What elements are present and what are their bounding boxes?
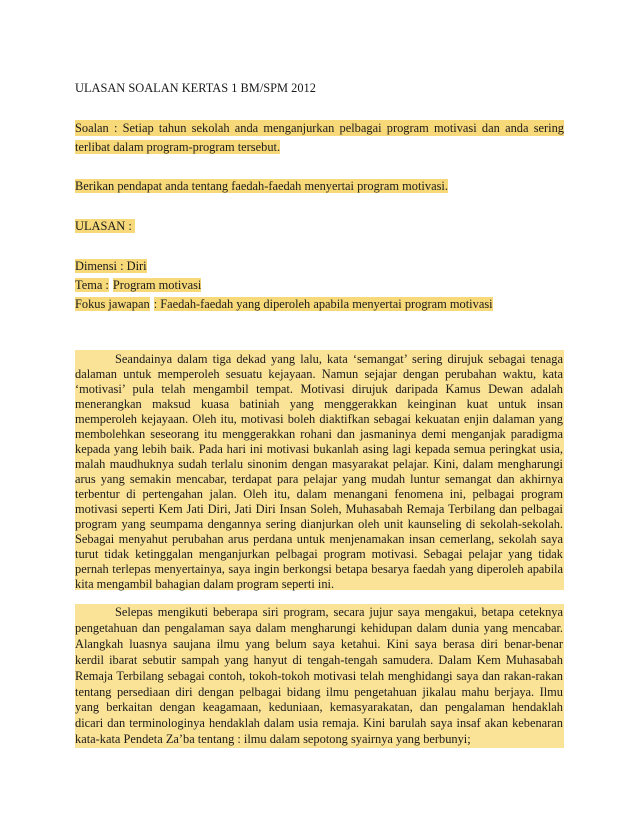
question-text-1: Soalan : Setiap tahun sekolah anda menganjurkan pelbagai program motivasi dan anda sering: [75, 121, 564, 135]
para1-line: dalaman untuk memperoleh sesuatu kejayaan. Namun sejajar dengan perubahan waktu, kata: [75, 367, 563, 381]
tema-line: [75, 277, 201, 293]
instruction-text: Berikan pendapat anda tentang faedah-faedah menyertai program motivasi.: [75, 179, 448, 193]
para2-line: kerdil ibarat sebutir sampah yang hanyut di tengah-tengah samudera. Dalam Kem Muhasabah: [75, 652, 563, 667]
instruction-line: [75, 178, 448, 194]
para1-line: program yang seumpama dengannya sering dianjurkan oleh unit kaunseling di sekolah-sekolah.: [75, 517, 563, 531]
para1-line: ‘motivasi’ pula telah mengambil tempat. Motivasi dirujuk daripada Kamus Dewan adalah: [75, 382, 563, 396]
para1-line: pernah terlepas menyertainya, saya ingin berkongsi betapa besarya faedah yang diperoleh apabila: [75, 562, 563, 576]
para2-line: Alangkah luasnya saujana ilmu yang belum saya ketahui. Kini saya berasa diri benar-benar: [75, 636, 563, 651]
ulasan-label: ULASAN :: [75, 219, 135, 233]
para2-line: Selepas mengikuti beberapa siri program, secara jujur saya mengakui, betapa ceteknya: [115, 605, 563, 619]
para1-line: turut tidak ketinggalan menganjurkan pelbagai program motivasi. Sebagai pelajar yang tidak: [75, 547, 563, 561]
ulasan-label-line: [75, 218, 135, 234]
para1-line: malah maudhuknya sudah terlalu sinonim dengan masyarakat pelajar. Kini, dalam mengharungi: [75, 457, 563, 471]
dimensi-text: Dimensi : Diri: [75, 259, 147, 273]
fokus-label: Fokus jawapan: [75, 297, 150, 311]
document-title: ULASAN SOALAN KERTAS 1 BM/SPM 2012: [75, 81, 316, 95]
para1-line: motivasi seperti Kem Jati Diri, Jati Diri Insan Soleh, Muhasabah Remaja Terbilang dan pelbagai: [75, 502, 563, 516]
para1-line: memperoleh kejayaan. Oleh itu, motivasi boleh diaktifkan sebagai kekuatan enjin dalaman yang: [75, 412, 563, 426]
question-line-1: [75, 120, 564, 136]
para1-line: terbentur di pertengahan jalan. Oleh itu, dalam menangani fenomena ini, pelbagai program: [75, 487, 563, 501]
para1-line: kita mengambil bahagian dalam program seperti ini.: [75, 577, 335, 591]
question-line-2: [75, 139, 280, 155]
para1-line: membolehkan seseorang itu menggerakkan rohani dan jasmaninya demi menganjak paradigma: [75, 427, 563, 441]
para1-line: Seandainya dalam tiga dekad yang lalu, kata ‘semangat’ sering dirujuk sebagai tenaga: [115, 352, 563, 366]
dimensi-line: [75, 258, 147, 274]
para1-line: menerangkan maksud kuasa batiniah yang menggerakkan keinginan kuat untuk insan: [75, 397, 563, 411]
para2-line: pengetahuan dan pengalaman saya dalam mengharungi kehidupan dalam dunia yang mencabar.: [75, 620, 563, 635]
para2-line: dicari dan terminologinya hendaklah dalam usia remaja. Kini barulah saya insaf akan kebenaran: [75, 716, 563, 731]
question-text-2: terlibat dalam program-program tersebut.: [75, 140, 281, 154]
fokus-line: [75, 296, 493, 312]
para1-line: kepada yang lebih baik. Pada hari ini motivasi bukanlah asing lagi kepada semua peringkat usia,: [75, 442, 563, 456]
para2-line: Remaja Terbilang sebagai contoh, tokoh-tokoh motivasi telah menghidangi saya dan rakan-rakan: [75, 668, 563, 683]
tema-value: Program motivasi: [112, 278, 202, 292]
para1-line: arus yang semakin mencabar, terdapat para pelajar yang mudah luntur semangat dan akhirnya: [75, 472, 563, 486]
para2-line: yang berkaitan dengan keagamaan, keduniaan, kemasyarakatan, dan pengalaman hendaklah: [75, 700, 563, 715]
tema-label: Tema :: [75, 278, 109, 292]
para2-line: tentang persediaan diri dengan pelbagai bidang ilmu pengetahuan jikalau mahu berjaya. Ilmu: [75, 684, 563, 699]
para1-line: Sebagai menyahut perubahan arus perdana untuk menjenamakan insan cemerlang, sekolah saya: [75, 532, 563, 546]
para2-line: kata-kata Pendeta Za’ba tentang : ilmu dalam sepotong syairnya yang berbunyi;: [75, 732, 471, 747]
fokus-value: : Faedah-faedah yang diperoleh apabila menyertai program motivasi: [153, 297, 493, 311]
